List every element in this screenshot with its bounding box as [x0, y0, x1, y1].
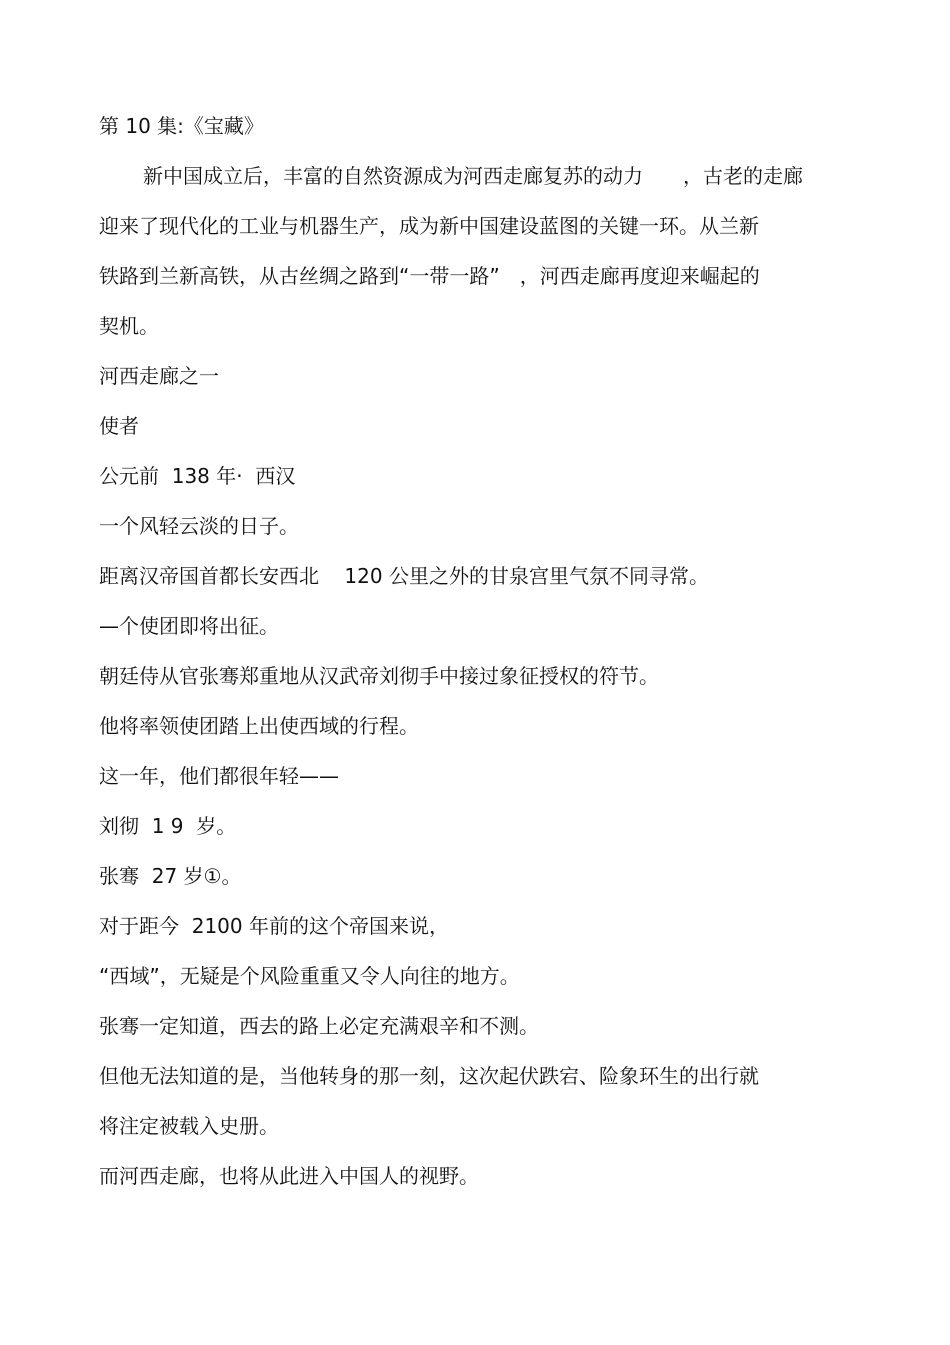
text-line: 将注定被载入史册。	[99, 1114, 279, 1138]
intro-line: 新中国成立后，丰富的自然资源成为河西走廊复苏的动力 ，古老的走廊	[143, 164, 803, 188]
text-line: 刘彻 1 9 岁。	[99, 814, 237, 838]
intro-line: 契机。	[99, 314, 159, 338]
text-line: “西域”，无疑是个风险重重又令人向往的地方。	[99, 964, 520, 988]
text-line: 公元前 138 年· 西汉	[99, 464, 296, 488]
text-line: —个使团即将出征。	[99, 614, 279, 638]
intro-line: 迎来了现代化的工业与机器生产，成为新中国建设蓝图的关键一环。从兰新	[99, 214, 759, 238]
text-line: 这一年，他们都很年轻——	[99, 764, 339, 788]
section-subheading: 使者	[99, 414, 139, 438]
episode-title: 第 10 集:《宝藏》	[99, 114, 264, 138]
text-line: 张骞一定知道，西去的路上必定充满艰辛和不测。	[99, 1014, 539, 1038]
text-line: 但他无法知道的是，当他转身的那一刻，这次起伏跌宕、险象环生的出行就	[99, 1064, 759, 1088]
text-line: 距离汉帝国首都长安西北 120 公里之外的甘泉宫里气氛不同寻常。	[99, 564, 709, 588]
intro-line: 铁路到兰新高铁，从古丝绸之路到“一带一路” ，河西走廊再度迎来崛起的	[99, 264, 760, 288]
text-line: 他将率领使团踏上出使西域的行程。	[99, 714, 419, 738]
text-line: 一个风轻云淡的日子。	[99, 514, 299, 538]
text-line: 对于距今 2100 年前的这个帝国来说，	[99, 914, 449, 938]
text-line: 朝廷侍从官张骞郑重地从汉武帝刘彻手中接过象征授权的符节。	[99, 664, 659, 688]
text-line: 而河西走廊，也将从此进入中国人的视野。	[99, 1164, 479, 1188]
section-heading: 河西走廊之一	[99, 364, 219, 388]
text-line: 张骞 27 岁①。	[99, 864, 242, 888]
